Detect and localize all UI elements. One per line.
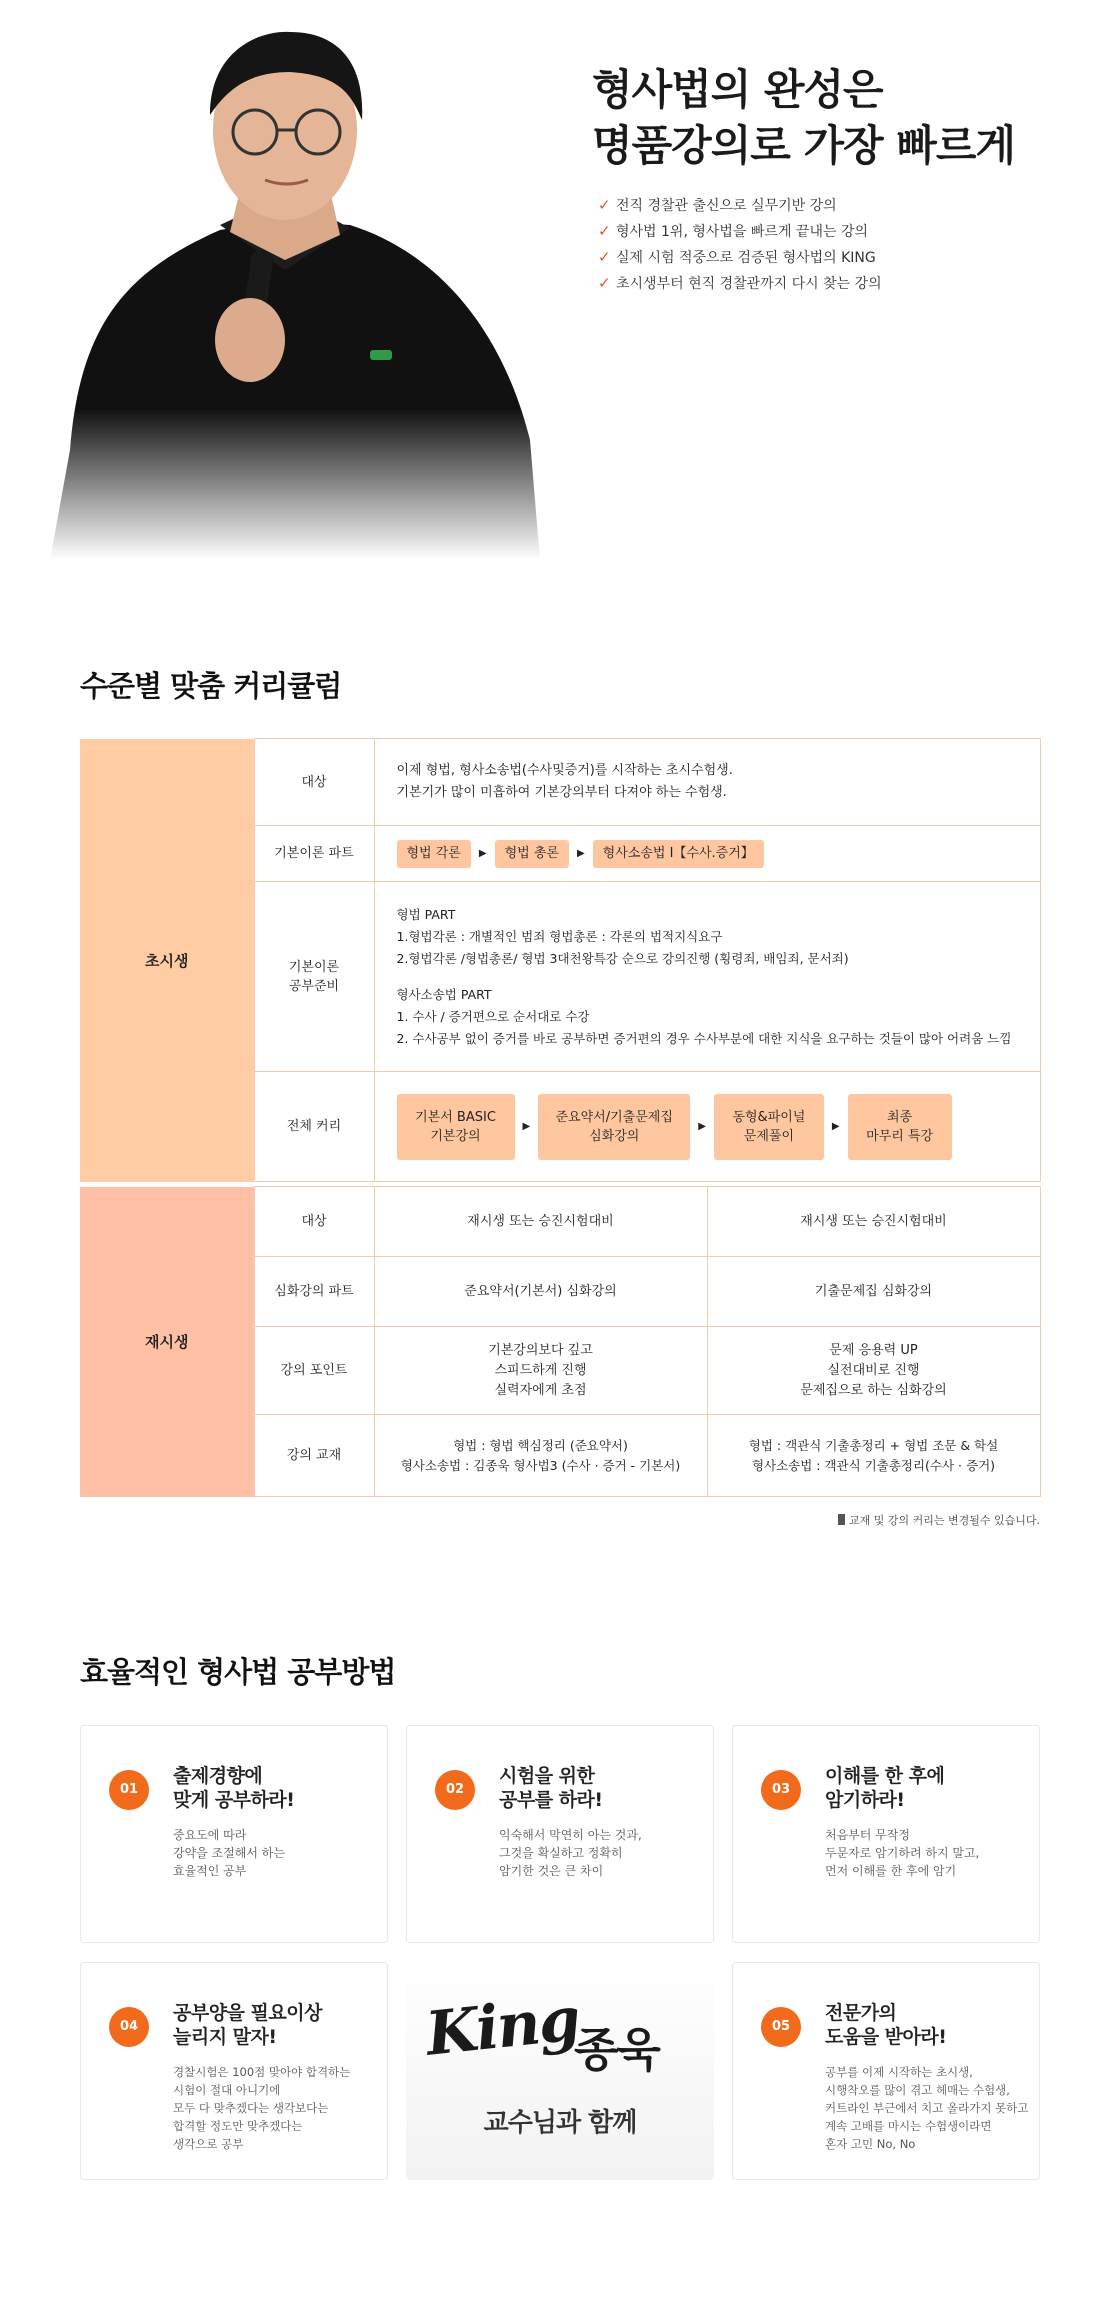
- course-pill: 형법 총론: [495, 840, 569, 868]
- table-cell: 기출문제집 심화강의: [707, 1257, 1040, 1327]
- arrow-right-icon: ▶: [522, 1120, 531, 1132]
- step-line: 심화강의: [589, 1128, 640, 1144]
- row-label: 전체 커리: [254, 1072, 374, 1182]
- curriculum-note: [600, 1512, 1040, 1528]
- check-mark-icon: ✓: [598, 274, 611, 292]
- cell-line: 형법 : 객관식 기출총정리 + 형법 조문 & 학설: [748, 1437, 999, 1453]
- checklist-text: 실제 시험 적중으로 검증된 형사법의 KING: [616, 250, 876, 266]
- title-line: 공부를 하라!: [499, 1789, 603, 1811]
- desc-line: 그것을 확실하고 정확히: [499, 1846, 623, 1860]
- curriculum-table-beginner: [80, 738, 1041, 1182]
- prep-spacer: [397, 970, 1018, 984]
- title-line: 전문가의: [825, 2002, 897, 2024]
- table-cell: 재시생 또는 승진시험대비: [707, 1187, 1040, 1257]
- card-desc: [173, 2063, 383, 2153]
- desc-line: 공부를 이제 시작하는 초시생,: [825, 2065, 973, 2079]
- card-desc: [173, 1826, 378, 1880]
- card-title: [499, 1764, 699, 1812]
- desc-line: 강약을 조절해서 하는: [173, 1846, 285, 1860]
- desc-line: 효율적인 공부: [173, 1864, 247, 1878]
- desc-line: 생각으로 공부: [173, 2137, 244, 2151]
- curriculum-flow: [397, 1094, 1018, 1160]
- prep-line: 1. 수사 / 증거편으로 순서대로 수강: [396, 1008, 590, 1024]
- step-number-badge: 02: [435, 1770, 475, 1810]
- cell-line: 실전대비로 진행: [827, 1362, 920, 1378]
- checklist-item: [598, 244, 1078, 270]
- curriculum-step: [848, 1094, 952, 1160]
- cell-line: 스피드하게 진행: [494, 1362, 587, 1378]
- step-number-badge: 01: [109, 1770, 149, 1810]
- table-row: [80, 739, 1040, 826]
- table-cell: [707, 1415, 1040, 1497]
- desc-line: 먼저 이해를 한 후에 암기: [825, 1864, 957, 1878]
- title-line: 공부양을 필요이상: [173, 2002, 322, 2024]
- prep-line: 형사소송법 PART: [396, 986, 492, 1002]
- checklist-text: 초시생부터 현직 경찰관까지 다시 찾는 강의: [616, 276, 882, 292]
- method-card-03: [732, 1725, 1040, 1943]
- step-line: 동형&파이널: [732, 1109, 806, 1125]
- arrow-right-icon: ▶: [831, 1120, 840, 1132]
- desc-line: 중요도에 따라: [173, 1828, 247, 1842]
- hero-title-line: 형사법의 완성은: [592, 65, 883, 114]
- row-label: 강의 포인트: [254, 1327, 374, 1415]
- row-label: 대상: [254, 739, 374, 826]
- title-line: 시험을 위한: [499, 1765, 595, 1787]
- title-line: 출제경향에: [173, 1765, 263, 1787]
- king-name: 종욱: [574, 2023, 659, 2077]
- desc-line: 시험이 절대 아니기에: [173, 2083, 281, 2097]
- step-number-badge: 03: [761, 1770, 801, 1810]
- course-pill: 형사소송법 Ⅰ【수사.증거】: [593, 840, 764, 868]
- check-mark-icon: ✓: [598, 222, 611, 240]
- hero-title-line: 명품강의로 가장 빠르게: [592, 121, 1015, 170]
- step-number-badge: 04: [109, 2007, 149, 2047]
- checklist-item: [598, 192, 1078, 218]
- row-label: [254, 882, 374, 1072]
- king-subtitle: 교수님과 함께: [483, 2108, 637, 2138]
- note-text: 교재 및 강의 커리는 변경될수 있습니다.: [849, 1514, 1040, 1527]
- cell-line: 문제 응용력 UP: [829, 1342, 918, 1358]
- level-repeater: 재시생: [80, 1187, 254, 1497]
- checklist-text: 전직 경찰관 출신으로 실무기반 강의: [616, 198, 837, 214]
- table-cell: [374, 1327, 707, 1415]
- cell-line: 문제집으로 하는 심화강의: [800, 1382, 947, 1398]
- method-card-04: [80, 1962, 388, 2180]
- step-line: 최종: [887, 1109, 913, 1125]
- desc-line: 혼자 고민 No, No: [825, 2137, 916, 2151]
- card-title: [825, 2001, 1025, 2049]
- card-title: [825, 1764, 1025, 1812]
- study-prep-text: [374, 882, 1040, 1072]
- cell-line: 기본강의보다 깊고: [488, 1342, 593, 1358]
- checklist-text: 형사법 1위, 형사법을 빠르게 끝내는 강의: [616, 224, 868, 240]
- title-line: 암기하라!: [825, 1789, 905, 1811]
- row-label: 대상: [254, 1187, 374, 1257]
- basic-part-pills: [374, 826, 1040, 882]
- step-line: 마무리 특강: [866, 1128, 934, 1144]
- table-row: [80, 1187, 1040, 1257]
- prep-line: 형법 PART: [396, 906, 456, 922]
- curriculum-step: [538, 1094, 690, 1160]
- hero-checklist: [598, 192, 1078, 296]
- cell-line: 형법 : 형법 핵심정리 (준요약서): [453, 1437, 628, 1453]
- note-square-icon: [838, 1514, 845, 1525]
- row-label: 심화강의 파트: [254, 1257, 374, 1327]
- arrow-right-icon: ▶: [698, 1120, 706, 1132]
- curriculum-title: 수준별 맞춤 커리큘럼: [80, 669, 342, 703]
- curriculum-table-repeater: [80, 1186, 1041, 1497]
- card-title: [173, 2001, 373, 2049]
- level-beginner: 초시생: [80, 739, 254, 1182]
- step-line: 기본강의: [430, 1128, 481, 1144]
- desc-line: 합격할 정도만 맞추겠다는: [173, 2119, 303, 2133]
- step-line: 준요약서/기출문제집: [555, 1109, 673, 1125]
- check-mark-icon: ✓: [598, 196, 611, 214]
- desc-line: 계속 고배를 마시는 수험생이라면: [825, 2119, 992, 2133]
- method-card-02: [406, 1725, 714, 1943]
- card-title: [173, 1764, 373, 1812]
- course-pill: 형법 각론: [397, 840, 471, 868]
- table-cell: [374, 1415, 707, 1497]
- step-number-badge: 05: [761, 2007, 801, 2047]
- checklist-item: [598, 270, 1078, 296]
- desc-line: 두문자로 암기하려 하지 말고,: [825, 1846, 980, 1860]
- row-label: 강의 교재: [254, 1415, 374, 1497]
- curriculum-step: [714, 1094, 824, 1160]
- desc-line: 익숙해서 막연히 아는 것과,: [499, 1828, 642, 1842]
- method-card-05: [732, 1962, 1040, 2180]
- target-line: 이제 형법, 형사소송법(수사및증거)를 시작하는 초시수험생.: [396, 763, 733, 778]
- table-cell: [707, 1327, 1040, 1415]
- curriculum-step: [397, 1094, 515, 1160]
- cell-line: 실력자에게 초점: [494, 1382, 587, 1398]
- desc-line: 모두 다 맞추겠다는 생각보다는: [173, 2101, 329, 2115]
- desc-line: 경찰시험은 100점 맞아야 합격하는: [173, 2065, 351, 2079]
- title-line: 늘리지 말자!: [173, 2026, 277, 2048]
- cell-line: 형사소송법 : 김종욱 형사법3 (수사 · 증거 - 기본서): [400, 1457, 681, 1473]
- title-line: 맞게 공부하라!: [173, 1789, 295, 1811]
- hero-section: [0, 0, 1120, 580]
- king-promo-card: [406, 1962, 714, 2180]
- king-logo-script: King: [422, 1984, 582, 2070]
- desc-line: 커트라인 부근에서 치고 올라가지 못하고: [825, 2101, 1029, 2115]
- step-line: 기본서 BASIC: [415, 1109, 496, 1125]
- row-label-line: 기본이론: [288, 959, 340, 975]
- arrow-right-icon: ▶: [478, 847, 487, 859]
- card-desc: [825, 1826, 1030, 1880]
- method-card-01: [80, 1725, 388, 1943]
- instructor-portrait: [50, 20, 540, 560]
- row-label-line: 공부준비: [288, 978, 340, 994]
- hero-title: [592, 62, 1072, 174]
- methods-title: 효율적인 형사법 공부방법: [80, 1655, 396, 1689]
- table-cell: 준요약서(기본서) 심화강의: [374, 1257, 707, 1327]
- prep-line: 1.형법각론 : 개별적인 범죄 형법총론 : 각론의 법적지식요구: [396, 928, 723, 944]
- table-cell: 재시생 또는 승진시험대비: [374, 1187, 707, 1257]
- prep-line: 2. 수사공부 없이 증거를 바로 공부하면 증거편의 경우 수사부분에 대한 지식을 요구하는 것들이 많아 어려움 느낌: [396, 1030, 1012, 1046]
- card-desc: [499, 1826, 704, 1880]
- desc-line: 시행착오를 많이 겪고 헤매는 수험생,: [825, 2083, 1010, 2097]
- target-text: [374, 739, 1040, 826]
- step-line: 문제풀이: [743, 1128, 795, 1144]
- desc-line: 암기한 것은 큰 차이: [499, 1864, 604, 1878]
- target-line: 기본기가 많이 미흡하여 기본강의부터 다져야 하는 수험생.: [396, 785, 727, 800]
- full-curriculum: [374, 1072, 1040, 1182]
- row-label: 기본이론 파트: [254, 826, 374, 882]
- card-desc: [825, 2063, 1035, 2153]
- arrow-right-icon: ▶: [576, 847, 585, 859]
- pill-row: [397, 840, 1018, 868]
- title-line: 이해를 한 후에: [825, 1765, 945, 1787]
- desc-line: 처음부터 무작정: [825, 1828, 910, 1842]
- checklist-item: [598, 218, 1078, 244]
- cell-line: 형사소송법 : 객관식 기출총정리(수사 · 증거): [751, 1457, 996, 1473]
- title-line: 도움을 받아라!: [825, 2026, 947, 2048]
- check-mark-icon: ✓: [598, 248, 611, 266]
- prep-line: 2.형법각론 /형법총론/ 형법 3대천왕특강 순으로 강의진행 (횡령죄, 배임죄, 문서죄): [396, 950, 849, 966]
